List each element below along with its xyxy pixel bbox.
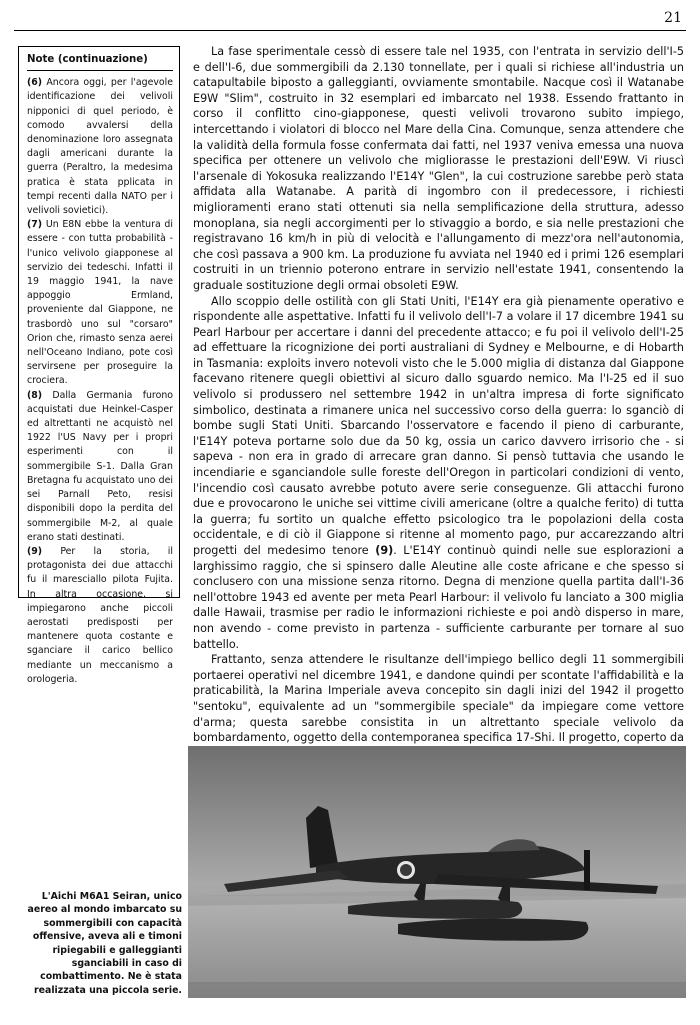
seiran-photo — [188, 746, 686, 998]
note-text: Per la storia, il protagonista dei due attacchi fu il maresciallo pilota Fujita. In altra occasione, si impiegarono anche piccoli aerostati predisposti per mantenere quota costante e sganciare il carico bellico mediante un meccanismo a orologeria. — [27, 545, 173, 685]
note-number: (6) — [27, 77, 43, 89]
note-text: Un E8N ebbe la ventura di essere - con tutta probabilità - l'unico velivolo giapponese al servizio dei tedeschi. Infatti il 19 maggio 1941, la nave appoggio Ermland, proveniente dal Giappone, ne trasbordò uno sul "corsaro" Orion che, rimasto senza aerei nell'Oceano Indiano, pote così servirsene per proseguire la crociera. — [27, 219, 173, 387]
paragraph-2-text-cont: . L'E14Y continuò quindi nelle sue esplorazioni a larghissimo raggio, che si spinsero dalle Aleutine alle coste africane e che spesso si conclusero con una missione senza ritorno. Degna di menzione quella partita dall'I-36 nell'ottobre 1943 ed avente per meta Pearl Harbour: il velivolo fu lanciato a 300 miglia dalle Hawaii, trasmise per radio le informazioni richieste e poi andò disperso in mare, non avendo - come previsto in partenza - sufficiente carburante per tornare al suo battello. — [193, 544, 684, 651]
note-9 — [27, 545, 173, 687]
note-number: (7) — [27, 219, 43, 231]
note-6 — [27, 76, 173, 218]
page-number: 21 — [664, 10, 682, 26]
note-number: (8) — [27, 389, 43, 401]
footnote-reference: (9) — [375, 544, 394, 557]
paragraph-2 — [193, 294, 684, 653]
notes-sidebar — [18, 46, 180, 685]
note-text: Ancora oggi, per l'agevole identificazione dei velivoli nipponici di quel periodo, è comodo avvalersi della denominazione loro assegnata dagli americani durante la guerra (Peraltro, la medesima pratica è stata pplicata in tempi recenti dalla NATO per i velivoli sovietici). — [27, 77, 173, 217]
main-article-text — [193, 44, 684, 745]
note-text: Dalla Germania furono acquistati due Heinkel-Casper ed altrettanti ne acquistò nel 1922 l'US Navy per i propri esperimenti con il sommergibile S-1. Dalla Gran Bretagna fu acquistato uno dei sei Parnall Peto, resisi disponibili dopo la perdita del sommergibile M-2, al quale erano stati destinati. — [27, 389, 173, 543]
note-number: (9) — [27, 545, 43, 557]
note-7 — [27, 218, 173, 388]
photo-caption: L'Aichi M6A1 Seiran, unico aereo al mondo imbarcato su sommergibili con capacità offensive, aveva ali e timoni ripiegabili e galleggianti sganciabili in caso di combattimento. Ne è stata realizzata una piccola serie. — [27, 891, 182, 996]
note-8 — [27, 389, 173, 545]
paragraph-2-text: Allo scoppio delle ostilità con gli Stati Uniti, l'E14Y era già pienamente operativo e rispondente alle aspettative. Infatti fu il velivolo dell'I-7 a volare il 17 dicembre 1941 su Pearl Harbour per accertare i danni del precedente attacco; e fu poi il velivolo dell'I-25 ad effettuare la ricognizione dei porti australiani di Sydney e Melbourne, e di Hobarth in Tasmania: exploits invero notevoli visto che le 5.000 miglia di distanza dal Giappone facevano ritenere quegli obiettivi al sicuro dallo sguardo nemico. Ma l'I-25 ed il suo velivolo si produssero nel settembre 1942 in un'altra impresa di forte significato simbolico, destinata a rimanere unica nel successivo corso della guerra: lo sganciò di bombe sugli Stati Uniti. Sbarcando l'osservatore e facendo il pieno di carburante, l'E14Y poteva portarne solo due da 50 kg, ossia un carico davvero irrisorio che - si sapeva - non era in grado di arrecare gran danno. Si pensò tuttavia che usando le incendiarie e sganciandole sulle foreste dell'Oregon in particolari condizioni di vento, l'incendio così causato avrebbe potuto avere serie conseguenze. Gli attacchi furono due e provocarono le uniche sei vittime civili americane (oltre a qualche ferito) di tutta la guerra; fu sortito un qualche effetto psicologico tra le popolazioni della costa occidentale, e di ciò il Giappone si ritenne al momento pago, pur accarezzando altri progetti del medesimo tenore — [193, 294, 684, 557]
paragraph-1: La fase sperimentale cessò di essere tale nel 1935, con l'entrata in servizio dell'I-5 e dell'I-6, due sommergibili da 2.130 tonnellate, per i quali si richiese all'industria un catapultabile biposto a galleggianti, ovviamente smontabile. Nacque così il Watanabe E9W "Slim", costruito in 32 esemplari ed imbarcato nel 1938. Essendo frattanto in corso il conflitto cino-giapponese, questi velivoli trovarono subito impiego, intercettando i violatori di blocco nel Mare della Cina. Comunque, senza attendere che la validità della formula fosse confermata dai fatti, nel 1937 veniva emessa una nuova specifica per ottenere un velivolo che migliorasse le prestazioni dell'E9W. Vi riuscì l'arsenale di Yokosuka realizzando l'E14Y "Glen", la cui costruzione sarebbe però stata affidata alla Watanabe. A parità di ingombro con il predecessore, i richiesti miglioramenti erano stati ottenuti sia nella semplificazione della struttura, adesso monoplana, sia negli accorgimenti per lo stivaggio a bordo, e sia nelle prestazioni che registravano 16 km/h in più di velocità e l'allungamento di mezz'ora nell'autonomia, che così passava a 900 km. La produzione fu avviata nel 1940 ed i primi 126 esemplari costruiti in un triennio poterono entrare in servizio nell'estate 1941, consentendo la graduale sostituzione degli ormai obsoleti E9W. — [193, 45, 684, 292]
notes-title: Note (continuazione) — [27, 53, 173, 71]
header-rule — [14, 30, 686, 31]
paragraph-3: Frattanto, senza attendere le risultanze dell'impiego bellico degli 11 sommergibili portaerei operativi nel dicembre 1941, e dandone quindi per scontate l'affidabilità e la praticabilità, la Marina Imperiale aveva concepito sin dagli inizi del 1942 il progetto "sentoku", equivalente ad un "sommergibile speciale" da impiegare come vettore d'arma; questa sarebbe consistita in un altrettanto speciale velivolo da bombardamento, oggetto della contemporanea specifica 17-Shi. Il progetto, coperto da — [193, 653, 684, 745]
aircraft-photo-image — [188, 746, 686, 998]
